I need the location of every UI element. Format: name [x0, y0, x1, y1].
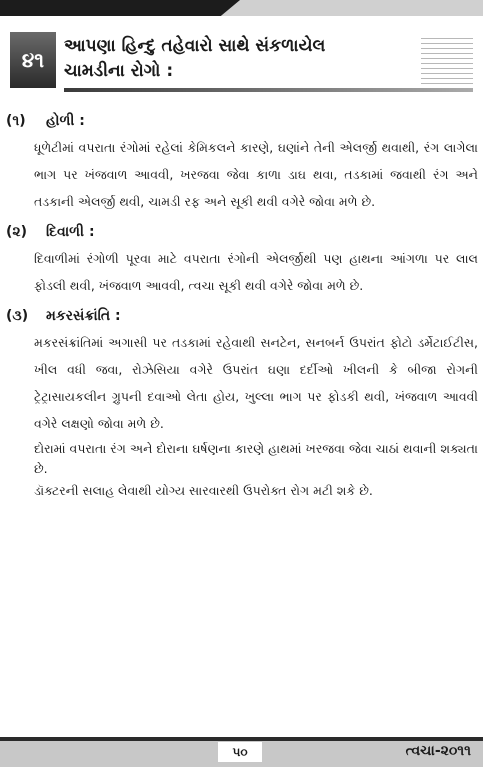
chapter-title-line1: આપણા હિન્દુ તહેવારો સાથે સંકળાયેલ	[64, 36, 326, 56]
section-heading	[6, 108, 478, 134]
section-paragraph: દિવાળીમાં રંગોળી પૂરવા માટે વપરાતા રંગોની એલર્જીથી પણ હાથના આંગળા પર લાલ ફોડલી થવી, ખંજવાળ આવવી, ત્વચા સૂકી થવી વગેરે જોવા મળે છે.	[34, 251, 478, 293]
page-number: ૫૦	[218, 742, 262, 762]
section-number: (૧)	[6, 113, 26, 129]
section-title: મકરસંક્રાંતિ :	[46, 308, 121, 324]
chapter-header	[10, 32, 473, 88]
section-paragraph: ડૉક્ટરની સલાહ લેવાથી યોગ્ય સારવારથી ઉપરોક્ત રોગ મટી શકે છે.	[34, 483, 373, 498]
header-rule	[64, 88, 473, 92]
page-content	[6, 108, 478, 505]
section-heading	[6, 219, 478, 245]
section-makarsankranti	[6, 303, 478, 501]
section-number: (૨)	[6, 224, 28, 240]
section-holi	[6, 108, 478, 215]
section-title: દિવાળી :	[46, 224, 95, 240]
section-title: હોળી :	[46, 113, 85, 129]
footer-dark-strip	[0, 737, 483, 741]
section-diwali	[6, 219, 478, 299]
chapter-number: ૪૧	[10, 32, 56, 88]
book-title: ત્વચા-૨૦૧૧	[405, 743, 471, 759]
section-paragraph: મકરસંક્રાંતિમાં અગાસી પર તડકામાં રહેવાથી સનટેન, સનબર્ન ઉપરાંત ફોટો ડર્મેટાઈટીસ, ખીલ વધી જવા, રોઝેસિયા વગેરે ઉપરાંત ઘણા દર્દીઓ ખીલની કે બીજા રોગની ટ્રેટ્રાસાયકલીન ગ્રુપની દવાઓ લેતા હોય, ખુલ્લા ભાગ પર ફોડકી થવી, ખંજવાળ આવવી વગેરે લક્ષણો જોવા મળે છે.	[34, 335, 478, 431]
section-paragraph: ધૂળેટીમાં વપરાતા રંગોમાં રહેલાં કેમિકલને કારણે, ઘણાંને તેની એલર્જી થવાથી, રંગ લાગેલા ભાગ પર ખંજવાળ આવવી, ખરજવા જેવા કાળા ડાઘ થવા, તડકામાં જવાથી રંગ અને તડકાની એલર્જી થવી, ચામડી રફ અને સૂકી થવી વગેરે જોવા મળે છે.	[34, 140, 478, 209]
header-decorative-lines	[421, 34, 473, 84]
top-decorative-bar-dark	[0, 0, 240, 16]
chapter-title	[64, 34, 424, 84]
section-heading	[6, 303, 478, 329]
section-paragraph: દોરામાં વપરાતા રંગ અને દોરાના ઘર્ષણના કારણે હાથમાં ખરજવા જેવા ચાઠાં થવાની શક્યતા છે.	[34, 441, 478, 476]
section-number: (૩)	[6, 308, 29, 324]
chapter-title-line2: ચામડીના રોગો :	[64, 61, 174, 81]
